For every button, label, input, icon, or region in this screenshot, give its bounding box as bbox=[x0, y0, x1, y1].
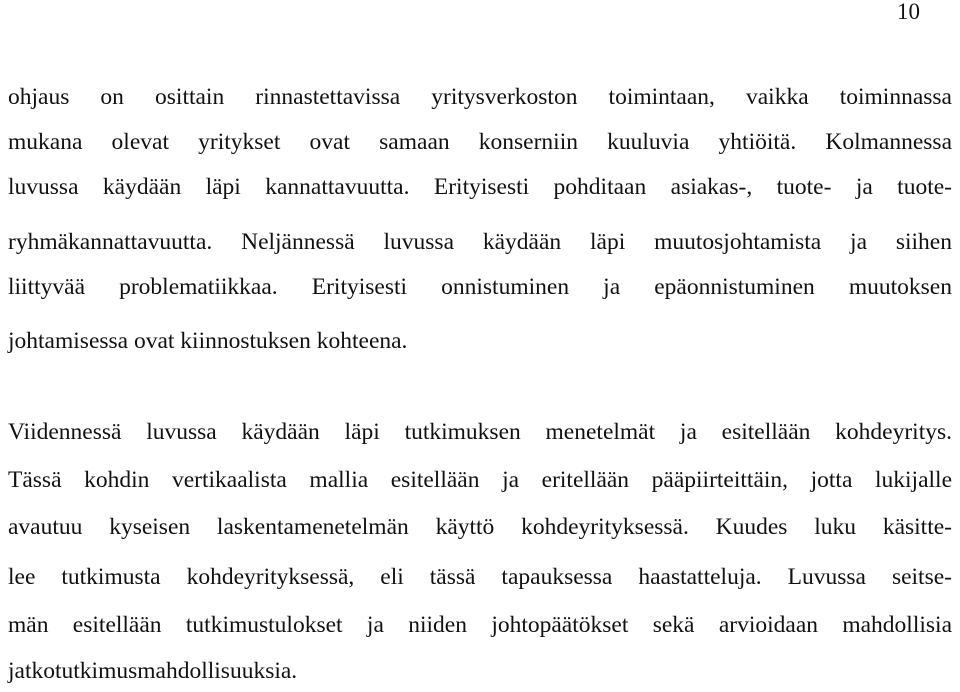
paragraph-line: liittyvää problematiikkaa. Erityisesti onnistuminen ja epäonnistuminen muutoksen bbox=[8, 274, 952, 300]
paragraph-line: johtamisessa ovat kiinnostuksen kohteena. bbox=[8, 328, 408, 354]
paragraph-line: ohjaus on osittain rinnastettavissa yritysverkoston toimintaan, vaikka toiminnassa bbox=[8, 84, 952, 110]
paragraph-line: luvussa käydään läpi kannattavuutta. Erityisesti pohditaan asiakas-, tuote- ja tuote- bbox=[8, 174, 952, 200]
paragraph-line: jatkotutkimusmahdollisuuksia. bbox=[8, 658, 298, 684]
page-number: 10 bbox=[897, 0, 920, 24]
paragraph-line: mukana olevat yritykset ovat samaan konserniin kuuluvia yhtiöitä. Kolmannessa bbox=[8, 129, 952, 155]
paragraph-line: avautuu kyseisen laskentamenetelmän käyttö kohdeyrityksessä. Kuudes luku käsitte- bbox=[8, 514, 952, 540]
paragraph-line: Tässä kohdin vertikaalista mallia esitellään ja eritellään pääpiirteittäin, jotta lukijalle bbox=[8, 467, 952, 493]
paragraph-line: Viidennessä luvussa käydään läpi tutkimuksen menetelmät ja esitellään kohdeyritys. bbox=[8, 419, 952, 445]
paragraph-line: lee tutkimusta kohdeyrityksessä, eli tässä tapauksessa haastatteluja. Luvussa seitse- bbox=[8, 564, 952, 590]
paragraph-line: ryhmäkannattavuutta. Neljännessä luvussa käydään läpi muutosjohtamista ja siihen bbox=[8, 229, 952, 255]
paragraph-line: män esitellään tutkimustulokset ja niiden johtopäätökset sekä arvioidaan mahdollisia bbox=[8, 612, 952, 638]
